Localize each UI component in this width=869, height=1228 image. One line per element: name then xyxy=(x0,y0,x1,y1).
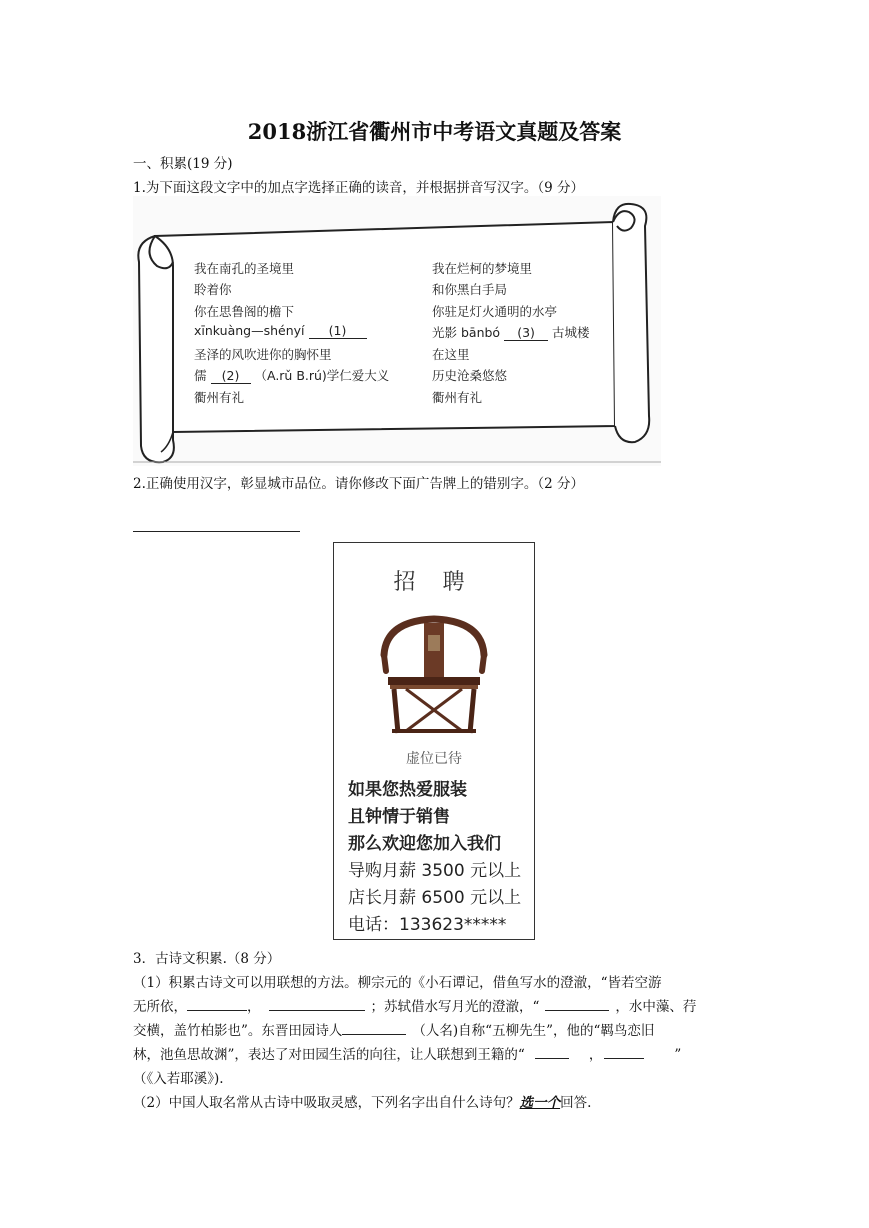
pinyin-xinkuang: xīnkuàng—shényí xyxy=(194,323,305,338)
poster-line-6: 电话：133623***** xyxy=(348,915,507,935)
text-segment: ，水中藻、荇 xyxy=(615,999,697,1015)
reading-options: （A.rǔ B.rú)学仁爱大义 xyxy=(254,368,390,383)
text-segment: ， xyxy=(247,999,261,1015)
q3-1-line-2 xyxy=(133,995,696,1015)
answer-blank[interactable] xyxy=(269,1010,365,1011)
text-segment: 林，池鱼思故渊”，表达了对田园生活的向往，让人联想到王籍的“ xyxy=(133,1047,525,1063)
scroll-right-line-1: 我在烂柯的梦境里 xyxy=(432,261,533,276)
scroll-left-line-7: 衢州有礼 xyxy=(194,390,245,405)
emphasis-text: 选一个 xyxy=(519,1095,561,1111)
answer-blank[interactable] xyxy=(187,1010,247,1011)
poster-line-1: 如果您热爱服装 xyxy=(348,780,467,800)
scroll-right-line-5: 在这里 xyxy=(432,347,470,362)
scroll-left-line-1: 我在南孔的圣境里 xyxy=(194,261,295,276)
text-segment: ， xyxy=(588,1047,603,1063)
q3-2 xyxy=(133,1091,591,1111)
right-line-4-tail: 古城楼 xyxy=(552,325,590,340)
section-heading: 一、积累(19 分) xyxy=(133,156,233,172)
answer-blank[interactable] xyxy=(545,1010,609,1011)
scroll-left-line-6 xyxy=(194,366,389,384)
scroll-left-line-2: 聆着你 xyxy=(194,282,232,297)
poster-line-5: 店长月薪 6500 元以上 xyxy=(348,888,522,908)
chair-image xyxy=(376,615,492,737)
question-1: 1.为下面这段文字中的加点字选择正确的读音，并根据拼音写汉字。（9 分） xyxy=(133,180,585,196)
scroll-right-line-7: 衢州有礼 xyxy=(432,390,483,405)
scroll-left-line-5: 圣泽的风吹进你的胸怀里 xyxy=(194,347,332,362)
text-segment: （人名)自称“五柳先生”，他的“羁鸟恋旧 xyxy=(412,1023,655,1039)
q3-1-line-3 xyxy=(133,1019,654,1039)
dotted-char: 儒 xyxy=(194,368,207,383)
poster-line-3: 那么欢迎您加入我们 xyxy=(348,834,501,854)
blank-2: (2) xyxy=(211,368,251,384)
scroll-left-line-4 xyxy=(194,323,367,339)
q3-1-line-4 xyxy=(133,1043,681,1063)
text-segment: 回答. xyxy=(560,1095,592,1111)
question-3: 3．古诗文积累.（8 分） xyxy=(133,951,281,967)
text-segment: ；苏轼借水写月光的澄澈，“ xyxy=(370,999,540,1015)
scroll-right-line-3: 你驻足灯火通明的水亭 xyxy=(432,304,558,319)
answer-blank[interactable] xyxy=(342,1034,406,1035)
poster-heading: 招 聘 xyxy=(393,570,475,595)
scroll-right-line-4 xyxy=(432,323,590,341)
page-title: 2018浙江省衢州市中考语文真题及答案 xyxy=(247,119,622,144)
text-segment: 交横，盖竹柏影也”。东晋田园诗人 xyxy=(133,1023,343,1039)
answer-line xyxy=(133,531,300,532)
poster-subtitle: 虚位已待 xyxy=(406,751,462,767)
text-segment: ” xyxy=(674,1047,682,1063)
scroll-right-line-6: 历史沧桑悠悠 xyxy=(432,368,508,383)
poster-line-2: 且钟情于销售 xyxy=(348,807,450,827)
poster-line-4: 导购月薪 3500 元以上 xyxy=(348,861,522,881)
scroll-right-line-2: 和你黑白手局 xyxy=(432,282,508,297)
q3-1-line-1: （1）积累古诗文可以用联想的方法。柳宗元的《小石谭记，借鱼写水的澄澈，“皆若空游 xyxy=(133,975,662,991)
question-2: 2.正确使用汉字，彰显城市品位。请你修改下面广告牌上的错别字。（2 分） xyxy=(133,476,585,492)
blank-3: (3) xyxy=(504,325,548,341)
pinyin-banbo: 光影 bānbó xyxy=(432,325,501,340)
answer-blank[interactable] xyxy=(535,1058,569,1059)
blank-1: (1) xyxy=(309,323,367,339)
scroll-illustration xyxy=(133,196,661,466)
text-segment: （2）中国人取名常从古诗中吸取灵感，下列名字出自什么诗句？ xyxy=(133,1095,520,1111)
q3-1-line-5: （《入若耶溪》). xyxy=(133,1071,224,1087)
recruitment-poster xyxy=(333,542,535,940)
answer-blank[interactable] xyxy=(604,1058,644,1059)
scroll-left-line-3: 你在思鲁阁的檐下 xyxy=(194,304,295,319)
text-segment: 无所依， xyxy=(133,999,187,1015)
